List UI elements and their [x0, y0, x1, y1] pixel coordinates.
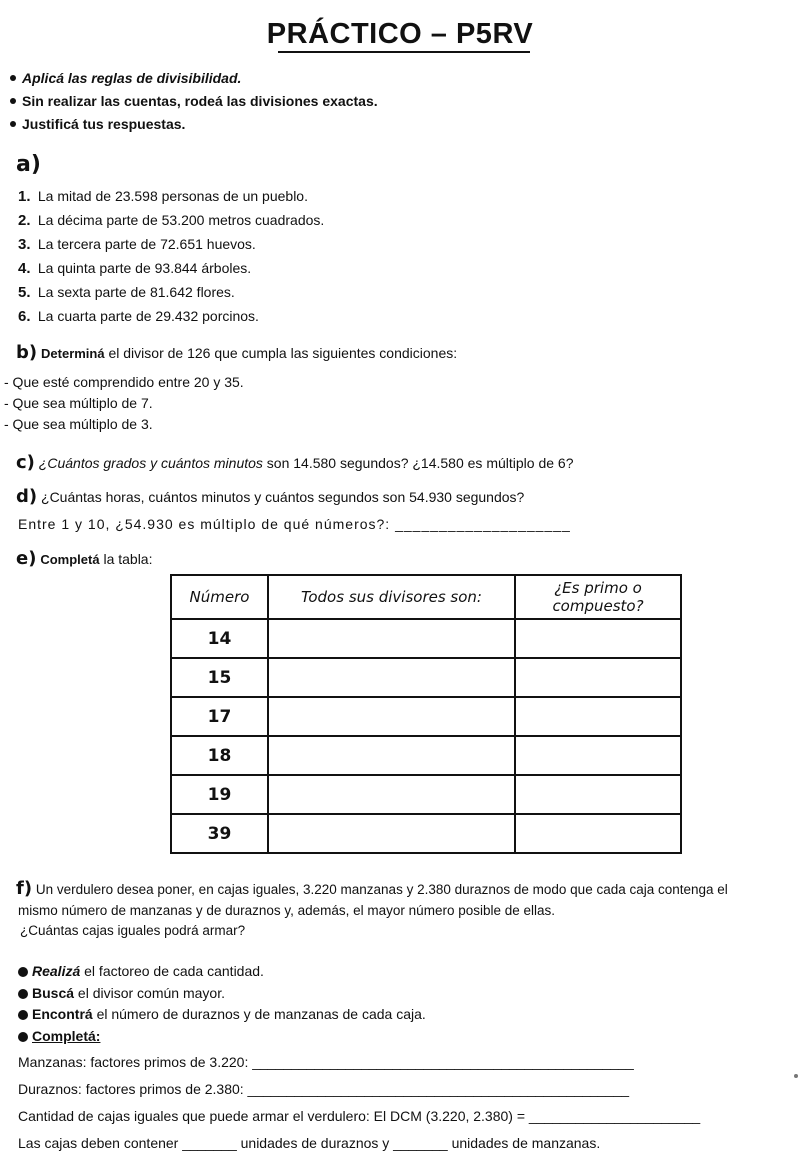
list-item: 3. La tercera parte de 72.651 huevos. — [18, 236, 256, 253]
list-item: 1. La mitad de 23.598 personas de un pueblo. — [18, 188, 308, 205]
bullet-icon — [18, 989, 28, 999]
row-number: 18 — [171, 736, 268, 775]
instruction-3: Justificá tus respuestas. — [10, 116, 185, 132]
instruction-1: Aplicá las reglas de divisibilidad. — [10, 70, 241, 86]
section-f-prompt: f) Un verdulero desea poner, en cajas iguales, 3.220 manzanas y 2.380 duraznos de modo que cada caja contenga el — [16, 878, 728, 899]
fill-line-cajas[interactable]: Las cajas deben contener _______ unidades de duraznos y _______ unidades de manzanas. — [18, 1135, 601, 1151]
divisors-cell[interactable] — [268, 658, 515, 697]
section-c-prompt: c) ¿Cuántos grados y cuántos minutos son 14.580 segundos? ¿14.580 es múltiplo de 6? — [16, 452, 574, 473]
table-row — [171, 697, 681, 736]
fill-line-dcm[interactable]: Cantidad de cajas iguales que puede armar el verdulero: El DCM (3.220, 2.380) = ______________________ — [18, 1108, 701, 1124]
step-item: Realizá el factoreo de cada cantidad. — [18, 963, 264, 979]
condition-item: - Que esté comprendido entre 20 y 35. — [4, 374, 244, 390]
list-item: 2. La décima parte de 53.200 metros cuadrados. — [18, 212, 325, 229]
step-item: Buscá el divisor común mayor. — [18, 985, 225, 1001]
header-divisores: Todos sus divisores son: — [268, 575, 515, 619]
prime-cell[interactable] — [515, 736, 681, 775]
row-number: 19 — [171, 775, 268, 814]
condition-item: - Que sea múltiplo de 3. — [4, 416, 153, 432]
fill-line-manzanas[interactable]: Manzanas: factores primos de 3.220: _________________________________________________ — [18, 1054, 634, 1070]
section-e-prompt: e) Completá la tabla: — [16, 548, 153, 569]
bullet-icon — [10, 121, 16, 127]
prime-cell[interactable] — [515, 658, 681, 697]
section-b-label: b) — [16, 342, 38, 363]
section-b-prompt: b) Determiná el divisor de 126 que cumpla las siguientes condiciones: — [16, 342, 458, 363]
divisors-table — [170, 574, 682, 854]
row-number: 17 — [171, 697, 268, 736]
bullet-icon — [10, 75, 16, 81]
divisors-cell[interactable] — [268, 697, 515, 736]
table-row — [171, 736, 681, 775]
section-d-fill-line: Entre 1 y 10, ¿54.930 es múltiplo de qué números?: ____________________ — [18, 516, 571, 532]
prime-cell[interactable] — [515, 814, 681, 853]
title-underline — [278, 51, 530, 53]
list-item: 6. La cuarta parte de 29.432 porcinos. — [18, 308, 259, 325]
row-number: 14 — [171, 619, 268, 658]
list-item: 4. La quinta parte de 93.844 árboles. — [18, 260, 252, 277]
table-row — [171, 619, 681, 658]
list-item: 5. La sexta parte de 81.642 flores. — [18, 284, 235, 301]
section-c-label: c) — [16, 452, 35, 473]
bullet-icon — [10, 98, 16, 104]
step-item: Completá: — [18, 1028, 100, 1044]
section-d-prompt: d) ¿Cuántas horas, cuántos minutos y cuántos segundos son 54.930 segundos? — [16, 486, 525, 507]
section-f-label: f) — [16, 878, 33, 899]
bullet-icon — [18, 1010, 28, 1020]
condition-item: - Que sea múltiplo de 7. — [4, 395, 153, 411]
table-row — [171, 814, 681, 853]
section-f-question: ¿Cuántas cajas iguales podrá armar? — [20, 923, 246, 938]
table-row — [171, 775, 681, 814]
bullet-icon — [18, 1032, 28, 1042]
table-header-row — [171, 575, 681, 619]
section-d-label: d) — [16, 486, 38, 507]
step-item: Encontrá el número de duraznos y de manzanas de cada caja. — [18, 1006, 426, 1022]
page-title: PRÁCTICO – P5RV — [266, 18, 534, 50]
section-f-line-2: mismo número de manzanas y de duraznos y, además, el mayor número posible de ellas. — [18, 903, 556, 918]
row-number: 39 — [171, 814, 268, 853]
header-numero: Número — [171, 575, 268, 619]
divisors-cell[interactable] — [268, 736, 515, 775]
table-row — [171, 658, 681, 697]
bullet-icon — [18, 967, 28, 977]
divisors-cell[interactable] — [268, 619, 515, 658]
section-a-label: a) — [16, 152, 41, 177]
header-primo-compuesto: ¿Es primo o compuesto? — [515, 575, 681, 619]
fill-line-duraznos[interactable]: Duraznos: factores primos de 2.380: _________________________________________________ — [18, 1081, 630, 1097]
divisors-cell[interactable] — [268, 814, 515, 853]
instruction-2: Sin realizar las cuentas, rodeá las divisiones exactas. — [10, 93, 378, 109]
prime-cell[interactable] — [515, 775, 681, 814]
scan-speck — [794, 1074, 798, 1078]
section-e-label: e) — [16, 548, 37, 569]
prime-cell[interactable] — [515, 697, 681, 736]
row-number: 15 — [171, 658, 268, 697]
divisors-cell[interactable] — [268, 775, 515, 814]
prime-cell[interactable] — [515, 619, 681, 658]
